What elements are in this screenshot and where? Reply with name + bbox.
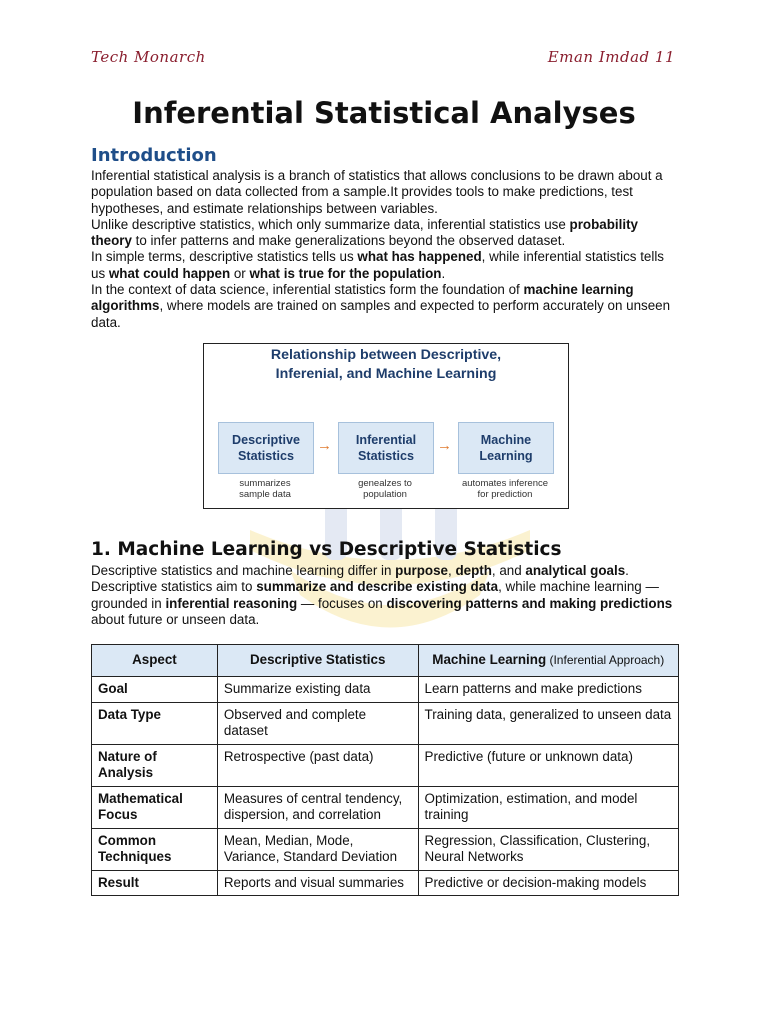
intro-paragraph-4: In the context of data science, inferential statistics form the foundation of machine learning algorithms, where models are trained on samples and expected to perform accurately on unseen data. bbox=[91, 282, 671, 330]
table-cell: Retrospective (past data) bbox=[217, 744, 418, 786]
table-row bbox=[92, 677, 679, 703]
machine-learning-box: Machine Learning bbox=[458, 422, 554, 474]
arrow-icon: → bbox=[317, 437, 332, 454]
table-row bbox=[92, 828, 679, 870]
table-row bbox=[92, 702, 679, 744]
table-cell: Training data, generalized to unseen data bbox=[418, 702, 678, 744]
table-cell: Data Type bbox=[92, 702, 218, 744]
table-header-row bbox=[92, 645, 679, 677]
table-cell: Learn patterns and make predictions bbox=[418, 677, 678, 703]
section-1-text bbox=[91, 563, 681, 628]
arrow-icon: → bbox=[437, 437, 452, 454]
table-cell: Mathematical Focus bbox=[92, 786, 218, 828]
table-cell: Optimization, estimation, and model training bbox=[418, 786, 678, 828]
descriptive-statistics-box: Descriptive Statistics bbox=[218, 422, 314, 474]
table-cell: Observed and complete dataset bbox=[217, 702, 418, 744]
section-1-sentence-2: Descriptive statistics aim to summarize and describe existing data, while machine learning — grounded in inferential reasoning — focuses on discovering patterns and making predictions about future or unseen data. bbox=[91, 579, 673, 627]
table-row bbox=[92, 870, 679, 896]
inferential-caption: genealzes to population bbox=[358, 478, 412, 500]
table-cell: Mean, Median, Mode, Variance, Standard Deviation bbox=[217, 828, 418, 870]
introduction-text bbox=[91, 168, 681, 331]
intro-paragraph-3: In simple terms, descriptive statistics tells us what has happened, while inferential statistics tells us what could happen or what is true for the population. bbox=[91, 249, 665, 281]
table-row bbox=[92, 744, 679, 786]
table-cell: Nature of Analysis bbox=[92, 744, 218, 786]
comparison-table bbox=[91, 644, 679, 896]
table-cell: Common Techniques bbox=[92, 828, 218, 870]
table-cell: Reports and visual summaries bbox=[217, 870, 418, 896]
section-1-heading: 1. Machine Learning vs Descriptive Statistics bbox=[91, 539, 562, 560]
diagram-title: Relationship between Descriptive, Inferenial, and Machine Learning bbox=[270, 347, 502, 382]
column-header-machine-learning: Machine Learning (Inferential Approach) bbox=[418, 645, 678, 677]
table-row bbox=[92, 786, 679, 828]
intro-paragraph-2: Unlike descriptive statistics, which only summarize data, inferential statistics use probability theory to infer patterns and make generalizations beyond the observed dataset. bbox=[91, 216, 638, 249]
header-right-text: Eman Imdad 11 bbox=[547, 48, 675, 66]
table-cell: Predictive or decision-making models bbox=[418, 870, 678, 896]
table-cell: Predictive (future or unknown data) bbox=[418, 744, 678, 786]
introduction-heading: Introduction bbox=[91, 145, 217, 166]
column-header-descriptive: Descriptive Statistics bbox=[217, 645, 418, 677]
section-1-sentence-1: Descriptive statistics and machine learning differ in purpose, depth, and analytical goals. bbox=[91, 563, 629, 578]
table-cell: Summarize existing data bbox=[217, 677, 418, 703]
table-cell: Goal bbox=[92, 677, 218, 703]
header-left-text: Tech Monarch bbox=[91, 48, 206, 66]
intro-paragraph-1: Inferential statistical analysis is a branch of statistics that allows conclusions to be drawn about a population based on data collected from a sample.It provides tools to make predictions, test hypotheses, and estimate relationships between variables. bbox=[91, 168, 663, 216]
machine-learning-caption: automates inference for prediction bbox=[461, 478, 549, 500]
descriptive-caption: summarizes sample data bbox=[239, 478, 291, 500]
table-cell: Regression, Classification, Clustering, Neural Networks bbox=[418, 828, 678, 870]
relationship-diagram bbox=[203, 343, 569, 509]
inferential-statistics-box: Inferential Statistics bbox=[338, 422, 434, 474]
column-header-aspect: Aspect bbox=[92, 645, 218, 677]
table-cell: Measures of central tendency, dispersion, and correlation bbox=[217, 786, 418, 828]
page-title: Inferential Statistical Analyses bbox=[132, 96, 636, 130]
table-cell: Result bbox=[92, 870, 218, 896]
